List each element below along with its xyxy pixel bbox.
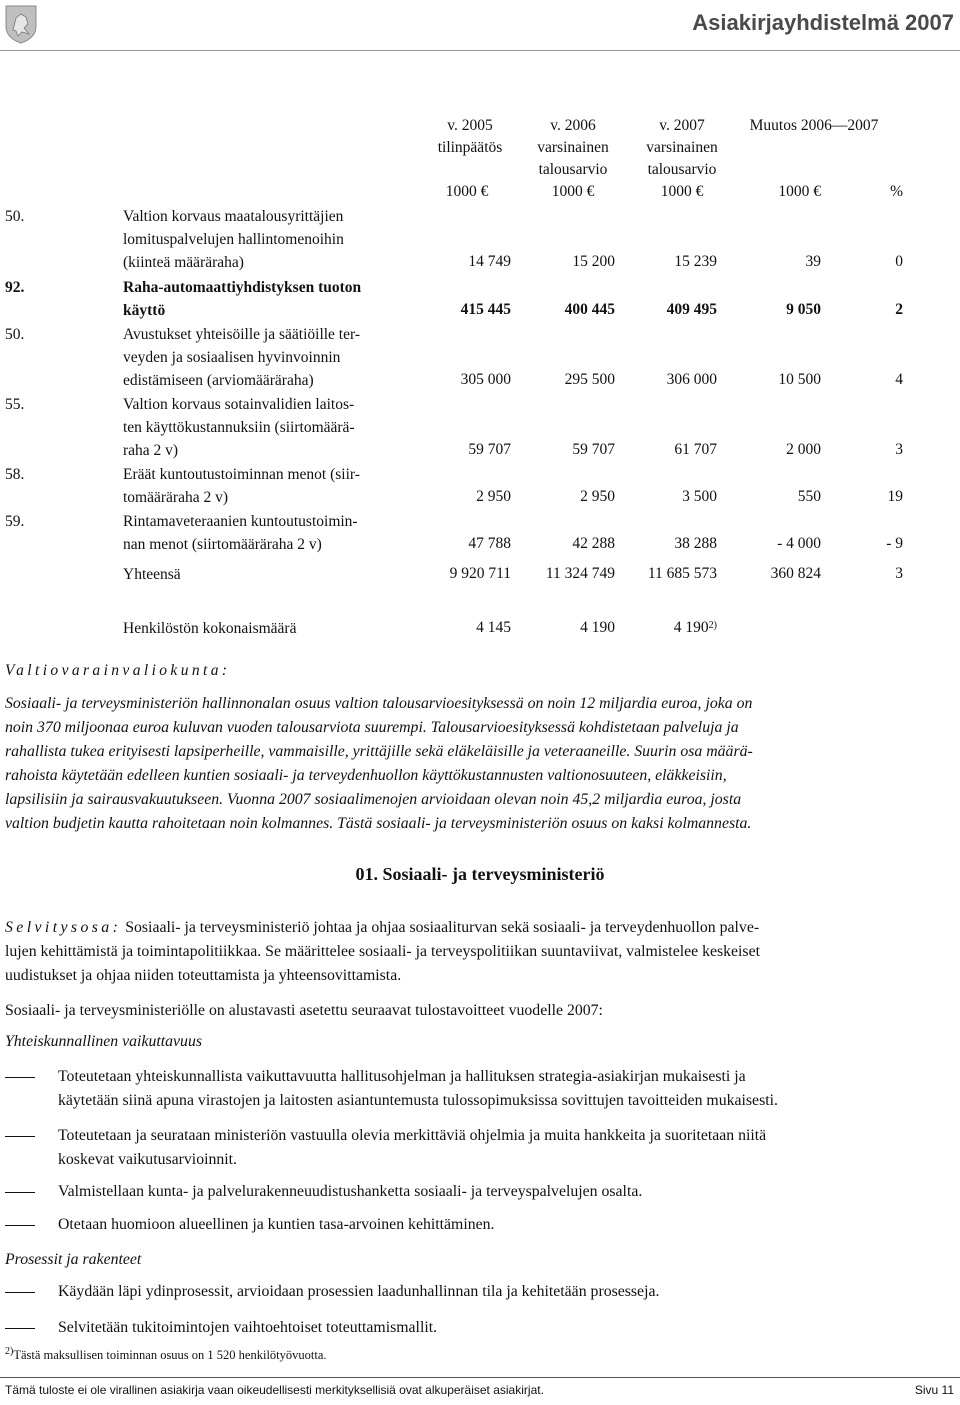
col-2007-line2: varsinainen: [646, 139, 718, 156]
cell-2005: 4 145: [476, 619, 511, 636]
row-number: 92.: [5, 279, 25, 296]
cell-2007: 4 190: [673, 619, 709, 636]
col-change-unit: 1000 €: [778, 183, 821, 200]
col-2007-unit: 1000 €: [660, 183, 704, 200]
cell-2007: 409 495: [666, 301, 717, 318]
row-label: Eräät kuntoutustoiminnan menot (siir-: [123, 466, 360, 483]
row-label: (kiinteä määräraha): [123, 254, 244, 271]
footer-disclaimer: Tämä tuloste ei ole virallinen asiakirja vaan oikeudellisesti merkityksellisiä ovat alkuperäiset asiakirjat.: [5, 1383, 544, 1397]
impact-heading: Yhteiskunnallinen vaikuttavuus: [5, 1033, 202, 1050]
text-line: rahallista tukea erityisesti lapsiperheille, vammaisille, yrittäjille sekä eläkeläisille ja veteraaneille. Suurin osa määrä-: [5, 743, 753, 760]
page-number: Sivu 11: [914, 1383, 954, 1397]
cell-2005: 47 788: [468, 535, 511, 552]
cell-change-pct: 19: [887, 488, 903, 505]
cell-2007: 3 500: [682, 488, 717, 505]
text-line: Selvitetään tukitoimintojen vaihtoehtoiset toteuttamismallit.: [58, 1319, 438, 1336]
list-item: [58, 1124, 957, 1172]
document-title: Asiakirjayhdistelmä 2007: [692, 10, 954, 35]
col-2005-line2: v. 2005: [447, 117, 493, 134]
coat-of-arms-logo: [4, 4, 38, 44]
text-line: [5, 916, 957, 940]
cell-2007: 11 685 573: [647, 565, 717, 582]
text-line: käytetään siinä apuna virastojen ja laitosten asiantuntemusta tulossopimuksissa sovittujen tavoitteiden mukaisesti.: [58, 1092, 778, 1109]
text-line: valtion budjetin kautta rahoitetaan noin kolmannes. Tästä sosiaali- ja terveysministeriön osuus on kaksi kolmannesta.: [5, 815, 752, 832]
cell-2005: 2 950: [476, 488, 511, 505]
cell-change-pct: 3: [895, 565, 903, 582]
row-label: ten käyttökustannuksiin (siirtomäärä-: [123, 419, 355, 436]
total-label: Yhteensä: [123, 566, 181, 583]
cell-change: 39: [805, 253, 821, 270]
dash-bullet: [5, 1292, 35, 1293]
cell-2005: 415 445: [460, 301, 511, 318]
text-line: lujen kehittämistä ja toimintapolitiikkaa. Se määrittelee sosiaali- ja terveyspolitiikan suuntaviivat, valmistelee keskeiset: [5, 943, 760, 960]
col-2006-line1: v. 2006: [550, 117, 596, 134]
explanation-text: [5, 916, 957, 988]
cell-2005: 305 000: [460, 371, 511, 388]
row-label: käyttö: [123, 302, 166, 319]
row-number: 59.: [5, 513, 25, 530]
dash-bullet: [5, 1225, 35, 1226]
row-label: tomääräraha 2 v): [123, 489, 228, 506]
row-label: Rintamaveteraanien kuntoutustoimin-: [123, 513, 358, 530]
cell-change: 360 824: [770, 565, 821, 582]
col-2007-line3: talousarvio: [647, 161, 717, 178]
text-line: uudistukset ja ohjaa niiden toteuttamista ja yhteensovittamista.: [5, 967, 402, 984]
cell-change: - 4 000: [777, 535, 821, 552]
cell-2007: 38 288: [674, 535, 717, 552]
dash-bullet: [5, 1136, 35, 1137]
text-line: noin 370 miljoonaa euroa kuluvan vuoden talousarviota suurempi. Talousarvioesityksessä kohdistetaan palveluja ja: [5, 719, 739, 736]
col-2006-line3: talousarvio: [538, 161, 608, 178]
footnote-ref: 2): [708, 620, 717, 631]
cell-2006: 400 445: [564, 301, 615, 318]
col-2006-unit: 1000 €: [551, 183, 595, 200]
col-change-pct: %: [890, 183, 903, 200]
committee-text: [5, 692, 957, 836]
row-label: veyden ja sosiaalisen hyvinvoinnin: [123, 349, 341, 366]
text-line: Toteutetaan yhteiskunnallista vaikuttavuutta hallitusohjelman ja hallituksen strategia-asiakirjan mukaisesti ja: [58, 1068, 746, 1085]
cell-2005: 59 707: [468, 441, 511, 458]
text-line: Sosiaali- ja terveysministeriö johtaa ja ohjaa sosiaaliturvan sekä sosiaali- ja terveydenhuollon palve-: [125, 919, 760, 936]
dash-bullet: [5, 1328, 35, 1329]
cell-2006: 4 190: [580, 619, 615, 636]
row-number: 50.: [5, 326, 25, 343]
row-label: nan menot (siirtomääräraha 2 v): [123, 536, 322, 553]
col-change-line1: Muutos 2006—2007: [749, 117, 879, 134]
footer-divider: [0, 1377, 960, 1378]
cell-2005: 9 920 711: [449, 565, 511, 582]
list-item: [58, 1213, 957, 1237]
cell-change: 550: [797, 488, 821, 505]
text-line: Valmistellaan kunta- ja palvelurakenneuudistushanketta sosiaali- ja terveyspalvelujen osalta.: [58, 1183, 643, 1200]
text-line: Toteutetaan ja seurataan ministeriön vastuulla olevia merkittäviä ohjelmia ja muita hankkeita ja suoritetaan niitä: [58, 1127, 767, 1144]
cell-2007: 306 000: [666, 371, 717, 388]
col-2007-line1: v. 2007: [659, 117, 705, 134]
cell-change-pct: 0: [895, 253, 903, 270]
list-item: [58, 1280, 957, 1304]
cell-2007: 61 707: [674, 441, 717, 458]
section-title: 01. Sosiaali- ja terveysministeriö: [355, 864, 605, 884]
header-divider: [0, 50, 960, 51]
cell-2007: 15 239: [674, 253, 717, 270]
cell-change-pct: - 9: [886, 535, 903, 552]
dash-bullet: [5, 1077, 35, 1078]
text-line: Otetaan huomioon alueellinen ja kuntien tasa-arvoinen kehittäminen.: [58, 1216, 495, 1233]
explanation-heading: Selvitysosa:: [5, 919, 122, 936]
footnote-mark: 2): [5, 1346, 14, 1357]
cell-2007-staff: [610, 617, 717, 639]
cell-change: 9 050: [786, 301, 821, 318]
row-label: Raha-automaattiyhdistyksen tuoton: [123, 279, 362, 296]
cell-2006: 59 707: [572, 441, 615, 458]
row-label: Avustukset yhteisöille ja säätiöille ter-: [123, 326, 361, 343]
cell-2006: 42 288: [572, 535, 615, 552]
row-label: raha 2 v): [123, 442, 179, 459]
text-line: Sosiaali- ja terveysministeriön hallinnonalan osuus valtion talousarvioesityksessä on noin 12 miljardia euroa, joka on: [5, 695, 753, 712]
cell-2006: 11 324 749: [545, 565, 615, 582]
col-2005-line3: tilinpäätös: [437, 139, 503, 156]
footnote-text: Tästä maksullisen toiminnan osuus on 1 520 henkilötyövuotta.: [13, 1348, 327, 1362]
list-item: [58, 1316, 957, 1340]
cell-2006: 295 500: [564, 371, 615, 388]
text-line: lapsilisiin ja sairausvakuutukseen. Vuonna 2007 sosiaalimenojen arvioidaan olevan noin 45,2 miljardia euroa, josta: [5, 791, 742, 808]
list-item: [58, 1065, 957, 1113]
dash-bullet: [5, 1192, 35, 1193]
cell-2006: 2 950: [580, 488, 615, 505]
cell-change: 2 000: [786, 441, 821, 458]
text-line: Käydään läpi ydinprosessit, arvioidaan prosessien laadunhallinnan tila ja kehitetään prosesseja.: [58, 1283, 660, 1300]
cell-change-pct: 4: [895, 371, 903, 388]
row-label: lomituspalvelujen hallintomenoihin: [123, 231, 344, 248]
list-item: [58, 1180, 957, 1204]
footnote: [5, 1348, 327, 1363]
staff-label: Henkilöstön kokonaismäärä: [123, 620, 297, 637]
row-label: Valtion korvaus sotainvalidien laitos-: [123, 396, 355, 413]
process-heading: Prosessit ja rakenteet: [5, 1251, 142, 1268]
col-2005-unit: 1000 €: [445, 183, 489, 200]
row-label: edistämiseen (arviomääräraha): [123, 372, 314, 389]
text-line: koskevat vaikutusarvioinnit.: [58, 1151, 238, 1168]
targets-intro: Sosiaali- ja terveysministeriölle on alustavasti asetettu seuraavat tulostavoitteet vuodelle 2007:: [5, 1002, 603, 1019]
committee-heading: Valtiovarainvaliokunta:: [5, 662, 231, 679]
text-line: rahoista käytetään edelleen kuntien sosiaali- ja terveydenhuollon käyttökustannusten valtionosuuteen, eläkkeisiin,: [5, 767, 727, 784]
cell-2006: 15 200: [572, 253, 615, 270]
row-number: 50.: [5, 208, 25, 225]
row-number: 58.: [5, 466, 25, 483]
cell-change: 10 500: [778, 371, 821, 388]
row-label: Valtion korvaus maatalousyrittäjien: [123, 208, 344, 225]
cell-2005: 14 749: [468, 253, 511, 270]
row-number: 55.: [5, 396, 25, 413]
col-2006-line2: varsinainen: [537, 139, 609, 156]
cell-change-pct: 2: [895, 301, 903, 318]
cell-change-pct: 3: [895, 441, 903, 458]
